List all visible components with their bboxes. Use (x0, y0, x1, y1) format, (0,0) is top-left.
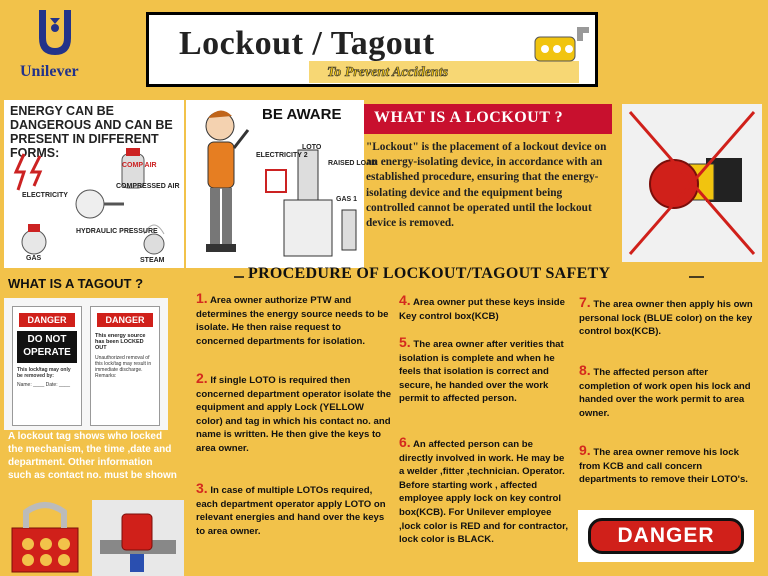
step-6-text: An affected person can be directly involved in work. He may be a welder ,fitter ,technician. Operator. Before starting work , affected employee apply lock on key control box(KCB). For Unilever employee ,lock color is RED and for contractor, lock color is BLACK. (399, 439, 568, 546)
unilever-u-icon (36, 8, 74, 58)
step-4-text: Area owner put these keys inside Key control box(KCB) (399, 297, 565, 322)
danger-text: DANGER (617, 524, 715, 547)
lockout-hasp-icon (2, 498, 88, 576)
label-gas-1: GAS 1 (336, 196, 358, 203)
lockout-heading: WHAT IS A LOCKOUT ? (374, 109, 564, 126)
step-7-text: The area owner then apply his own personal lock (BLUE color) on the key control box(KCB). (579, 299, 753, 338)
lockout-definition: "Lockout" is the placement of a lockout device on an energy-isolating device, in accordance with an established procedure, ensuring that the energy-isolating device and the equipment being controlled cannot be operated until the lockout device is removed. (366, 141, 607, 230)
step-5-number: 5. (399, 334, 411, 350)
step-5-text: The area owner after verities that isolation is complete and when he feels that isolation is correct and secure, he handed over the work permit to affected person. (399, 339, 564, 405)
step-7 (579, 296, 759, 339)
emergency-stop-image (622, 104, 762, 262)
step-1 (196, 292, 392, 348)
tag1-fields: Name: ____ Date: ____ (17, 382, 71, 388)
label-compressed-air: COMPRESSED AIR (116, 183, 180, 190)
step-8-number: 8. (579, 362, 591, 378)
label-raised-load: RAISED LOAD (328, 160, 377, 167)
step-8-text: The affected person after completion of work open his lock and handed over the work permit to area owner. (579, 367, 751, 419)
emergency-stop-icon (622, 104, 762, 262)
step-9-text: The area owner remove his lock from KCB and call concern departments to remove their LOTO's. (579, 447, 748, 486)
label-loto: LOTO (302, 144, 322, 151)
be-aware-title: BE AWARE (262, 106, 342, 123)
procedure-heading: PROCEDURE OF LOCKOUT/TAGOUT SAFETY (248, 265, 611, 282)
energy-forms-illustration (4, 146, 184, 268)
tag2-header: DANGER (97, 313, 153, 327)
label-steam: STEAM (140, 257, 165, 264)
unilever-logo (0, 0, 140, 95)
step-9 (579, 444, 759, 487)
label-electricity-2: ELECTRICITY 2 (256, 152, 308, 159)
label-comp-air: COMP AIR (122, 162, 157, 169)
label-hydraulic-pressure: HYDRAULIC PRESSURE (76, 228, 158, 235)
step-1-number: 1. (196, 290, 208, 306)
label-gas: GAS (26, 255, 42, 262)
danger-tag-1 (12, 306, 82, 426)
tagout-description: A lockout tag shows who locked the mechanism, the time ,date and department. Other information such as contact no. must be shown (8, 431, 177, 481)
tag1-main: DO NOT OPERATE (17, 331, 77, 363)
step-3-text: In case of multiple LOTOs required, each department operator apply LOTO on relevant energies and hand over the keys to area owner. (196, 485, 386, 537)
be-aware-panel (186, 100, 377, 268)
danger-sign (578, 510, 754, 562)
lockout-heading-box (364, 104, 612, 134)
procedure-heading-box (234, 265, 704, 287)
tagout-heading: WHAT IS A TAGOUT ? (8, 276, 144, 291)
page-title: Lockout / Tagout (179, 25, 435, 62)
valve-lockout-icon (92, 500, 184, 576)
step-3-number: 3. (196, 480, 208, 496)
brand-name: Unilever (20, 63, 79, 80)
step-4-number: 4. (399, 292, 411, 308)
step-4 (399, 294, 569, 323)
step-8 (579, 364, 759, 420)
step-6-number: 6. (399, 434, 411, 450)
step-2 (196, 372, 392, 456)
step-3 (196, 482, 392, 538)
step-2-number: 2. (196, 370, 208, 386)
step-2-text: If single LOTO is required then concerned department operator isolate the equipment and apply Lock (YELLOW color) and tag in which his contact no. and name is written. He then give the keys to area owner. (196, 375, 392, 454)
danger-tags-image (4, 298, 168, 430)
energy-title: ENERGY CAN BE DANGEROUS AND CAN BE PRESENT IN DIFFERENT FORMS: (10, 104, 173, 160)
tag2-main: This energy source has been LOCKED OUT (95, 333, 146, 351)
step-7-number: 7. (579, 294, 591, 310)
danger-oval (588, 518, 744, 554)
tag1-header: DANGER (19, 313, 75, 327)
step-9-number: 9. (579, 442, 591, 458)
step-1-text: Area owner authorize PTW and determines the energy source needs to be isolate. He then raise request to concerned departments for isolation. (196, 295, 389, 347)
tag1-small: This lock/tag may only be removed by: (17, 367, 71, 379)
step-6 (399, 436, 569, 547)
tag2-small: Unauthorized removal of this lock/tag may result in immediate discharge. Remarks: (95, 355, 152, 379)
step-5 (399, 336, 569, 406)
worker-illustration (186, 100, 364, 268)
page-subtitle: To Prevent Accidents (327, 65, 449, 80)
label-electricity: ELECTRICITY (22, 192, 68, 199)
energy-forms-panel (4, 100, 184, 268)
danger-tag-2 (90, 306, 160, 426)
title-banner (146, 12, 598, 87)
hasp-lock-icon (531, 19, 593, 65)
